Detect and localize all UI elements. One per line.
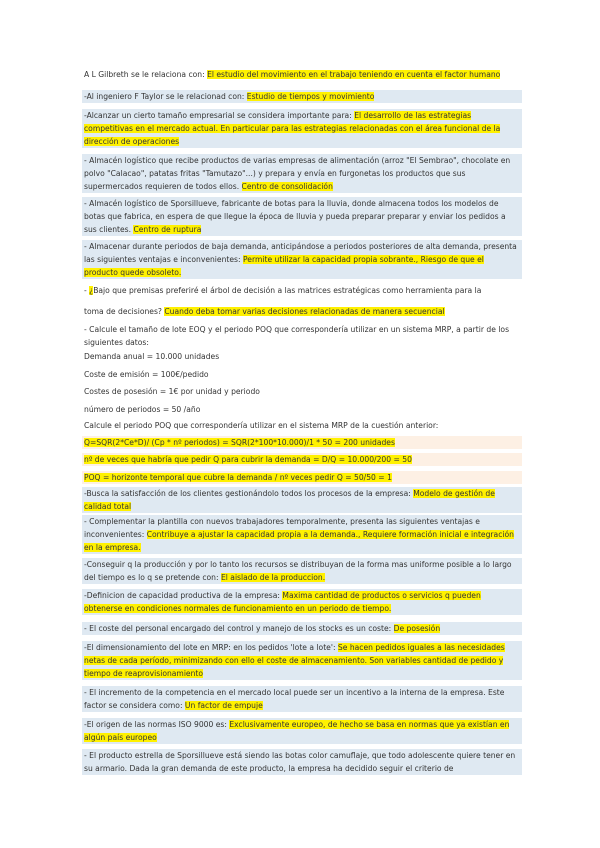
answer-coste-personal: De posesión xyxy=(393,624,441,633)
question-gilbreth: A L Gilbreth se le relaciona con: El estudio del movimiento en el trabajo teniendo en cuenta el factor humano xyxy=(84,70,501,79)
question-poq-mrp: Calcule el periodo POQ que correspondería utilizar en el sistema MRP de la cuestión anterior: xyxy=(84,421,439,430)
answer-distribucion-recursos: El aislado de la produccion. xyxy=(220,573,326,582)
answer-plantilla-temporal: Contribuye a ajustar la capacidad propia a la demanda., Requiere formación inicial e integración en la empresa. xyxy=(84,530,514,552)
data-demanda: Demanda anual = 10.000 unidades xyxy=(84,352,220,361)
question-almacenar-baja-demanda: - Almacenar durante periodos de baja demanda, anticipándose a periodos posteriores de alta demanda, presenta las siguientes ventajas e inconvenientes: Permite utilizar la capacidad propia sobrante., Riesgo de que el producto quede obsoleto. xyxy=(82,240,522,279)
answer-calidad-total: Modelo de gestión de calidad total xyxy=(84,489,495,511)
question-lote-a-lote: -El dimensionamiento del lote en MRP: en los pedidos 'lote a lote': Se hacen pedidos iguales a las necesidades netas de cada período, minimizando con ello el coste de almacenamiento. Son variables cantidad de pedido y tiempo de reaprovisionamiento xyxy=(82,641,522,680)
data-numero-periodos: número de periodos = 50 /año xyxy=(84,405,201,414)
formula-veces-pedir: nº de veces que habría que pedir Q para cubrir la demanda = D/Q = 10.000/200 = 50 xyxy=(82,453,522,466)
answer-arbol-decision: Cuando deba tomar varias decisiones relacionadas de manera secuencial xyxy=(164,307,445,316)
question-eoq-poq: - Calcule el tamaño de lote EOQ y el periodo POQ que correspondería utilizar en un sistema MRP, a partir de los siguientes datos: xyxy=(84,325,510,347)
question-producto-estrella: - El producto estrella de Sporsillueve está siendo las botas color camuflaje, que todo adolescente quiere tener en su armario. Dada la gran demanda de este producto, la empresa ha decidido seguir el criterio de xyxy=(82,749,522,775)
answer-gilbreth: El estudio del movimiento en el trabajo teniendo en cuenta el factor humano xyxy=(207,70,501,79)
answer-lote-a-lote: Se hacen pedidos iguales a las necesidades netas de cada período, minimizando con ello el coste de almacenamiento. Son variables cantidad de pedido y tiempo de reaprovisionamiento xyxy=(84,643,505,678)
answer-capacidad-productiva: Maxima cantidad de productos o servicios q pueden obtenerse en condiciones normales de funcionamiento en un periodo de tiempo. xyxy=(84,591,481,613)
answer-almacen-consolidacion: Centro de consolidación xyxy=(241,182,333,191)
question-almacen-ruptura: - Almacén logístico de Sporsillueve, fabricante de botas para la lluvia, donde almacena todos los modelos de botas que fabrica, en espera de que llegue la época de lluvia y pueda preparar preparar y enviar los pedidos a sus clientes. Centro de ruptura xyxy=(82,197,522,236)
answer-iso-9000: Exclusivamente europeo, de hecho se basa en normas que ya existían en algún país europeo xyxy=(84,720,510,742)
question-almacen-consolidacion: - Almacén logístico que recibe productos de varias empresas de alimentación (arroz "El Sembrao", chocolate en polvo "Calacao", patatas fritas "Tamutazo"...) y prepara y envía en furgonetas los productos que sus supermercados requieren de todos ellos. Centro de consolidación xyxy=(82,154,522,193)
question-competencia-local: - El incremento de la competencia en el mercado local puede ser un incentivo a la interna de la empresa. Este factor se considera como: Un factor de empuje xyxy=(82,686,522,712)
question-iso-9000: -El origen de las normas ISO 9000 es: Exclusivamente europeo, de hecho se basa en normas que ya existían en algún país europeo xyxy=(82,718,522,744)
answer-competencia-local: Un factor de empuje xyxy=(184,701,263,710)
question-taylor: -Al ingeniero F Taylor se le relacionad con: Estudio de tiempos y movimiento xyxy=(82,90,522,103)
formula-eoq: Q=SQR(2*Ce*D)/ (Cp * nº periodos) = SQR(2*100*10.000)/1 * 50 = 200 unidades xyxy=(82,436,522,449)
answer-tamano-empresarial: El desarrollo de las estrategias competitivas en el mercado actual. En particular para las estrategias relacionadas con el área funcional de la dirección de operaciones xyxy=(84,111,501,146)
question-plantilla-temporal: - Complementar la plantilla con nuevos trabajadores temporalmente, presenta las siguientes ventajas e inconvenientes: Contribuye a ajustar la capacidad propia a la demanda., Requiere formación inicial e integración en la empresa. xyxy=(82,515,522,554)
question-coste-personal: - El coste del personal encargado del control y manejo de los stocks es un coste: De posesión xyxy=(82,622,522,635)
question-capacidad-productiva: -Definicion de capacidad productiva de la empresa: Maxima cantidad de productos o servicios q pueden obtenerse en condiciones normales de funcionamiento en un periodo de tiempo. xyxy=(82,589,522,615)
data-coste-emision: Coste de emisión = 100€/pedido xyxy=(84,370,209,379)
question-arbol-decision-cont: toma de decisiones? Cuando deba tomar varias decisiones relacionadas de manera secuencial xyxy=(84,307,445,316)
question-distribucion-recursos: -Conseguir q la producción y por lo tanto los recursos se distribuyan de la forma mas uniforme posible a lo largo del tiempo es lo q se pretende con: El aislado de la produccion. xyxy=(82,558,522,584)
formula-poq: POQ = horizonte temporal que cubre la demanda / nº veces pedir Q = 50/50 = 1 xyxy=(82,471,522,484)
answer-taylor: Estudio de tiempos y movimiento xyxy=(246,92,375,101)
question-arbol-decision: - ¿Bajo que premisas preferiré el árbol de decisión a las matrices estratégicas como herramienta para la xyxy=(84,286,482,295)
data-costes-posesion: Costes de posesión = 1€ por unidad y periodo xyxy=(84,387,260,396)
answer-almacen-ruptura: Centro de ruptura xyxy=(133,225,202,234)
question-calidad-total: -Busca la satisfacción de los clientes gestionándolo todos los procesos de la empresa: Modelo de gestión de calidad total xyxy=(82,487,522,513)
answer-almacenar-baja-demanda: Permite utilizar la capacidad propia sobrante., Riesgo de que el producto quede obsoleto. xyxy=(84,255,484,277)
question-tamano-empresarial: -Alcanzar un cierto tamaño empresarial se considera importante para: El desarrollo de las estrategias competitivas en el mercado actual. En particular para las estrategias relacionadas con el área funcional de la dirección de operaciones xyxy=(82,109,522,148)
